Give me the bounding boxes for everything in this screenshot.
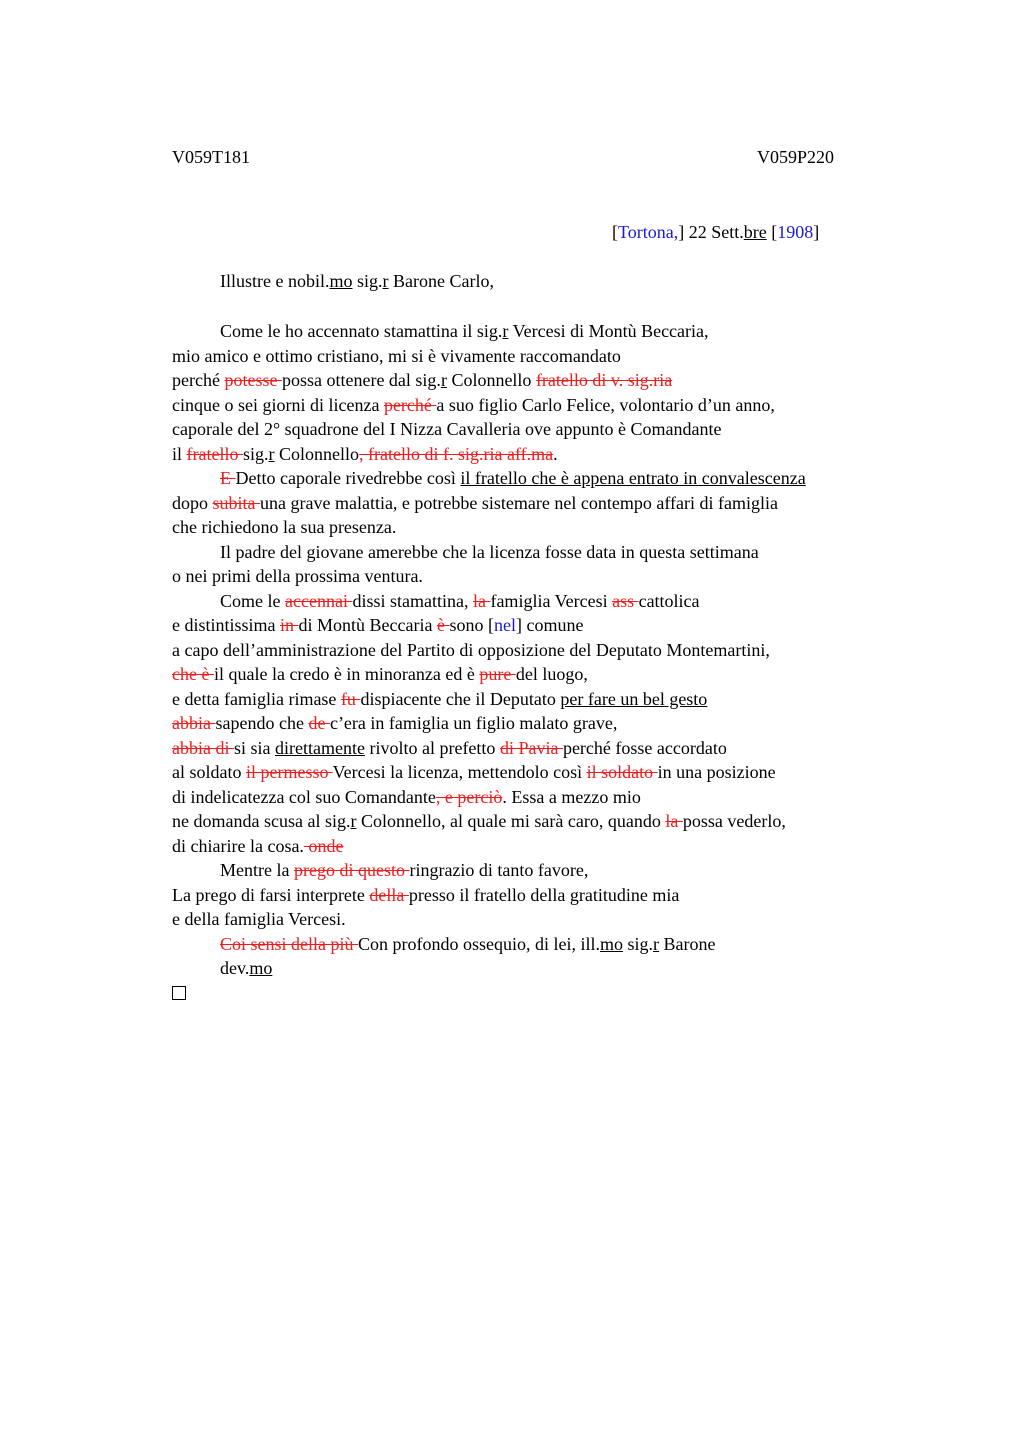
text-line [172, 515, 932, 540]
text: dev. [220, 958, 250, 978]
text-line [172, 417, 932, 442]
text: di indelicatezza col suo Comandante [172, 786, 436, 807]
text: al soldato [172, 762, 246, 782]
text: perché fosse accordato [562, 737, 727, 758]
deleted-text: fratello [186, 443, 243, 464]
deleted-text: della [369, 884, 409, 905]
text: di chiarire la cosa. [172, 835, 304, 856]
deleted-text: de [308, 713, 330, 733]
text: Come le ho accennato stamattina il sig. [220, 321, 503, 341]
superscript-abbrev: r [440, 370, 447, 390]
superscript-abbrev: mo [249, 958, 273, 978]
text: dispiacente che il Deputato [360, 688, 561, 709]
superscript-abbrev: r [350, 811, 357, 831]
text: sig. [623, 933, 654, 954]
text: si sia [233, 737, 275, 758]
underlined-text: per fare un bel gesto [560, 688, 708, 709]
text-line [172, 613, 932, 638]
text-line [172, 466, 932, 491]
bracket: [ [612, 222, 618, 242]
deleted-text: è [436, 615, 450, 635]
text: e della famiglia Vercesi. [172, 909, 346, 929]
superscript-abbrev: mo [329, 271, 353, 291]
text: Colonnello, al quale mi sarà caro, quando [356, 811, 666, 831]
underlined-text: direttamente [275, 737, 365, 758]
deleted-text: , e perciò [435, 786, 503, 807]
signature-box-icon [172, 986, 186, 1000]
deleted-text: in [280, 615, 299, 635]
text: Barone Carlo, [388, 271, 494, 291]
text: Colonnello [274, 443, 360, 464]
text: . Essa a mezzo mio [502, 786, 641, 807]
text: o nei primi della prossima ventura. [172, 566, 423, 586]
text-line [172, 491, 932, 516]
text-line [172, 687, 932, 712]
superscript-abbrev: r [382, 271, 389, 291]
text: Vercesi di Montù Beccaria, [508, 321, 709, 341]
text-line [172, 736, 932, 761]
text: a suo figlio Carlo Felice, volontario d’un anno, [436, 394, 775, 415]
deleted-text: di Pavia [499, 737, 563, 758]
deleted-text: il soldato [586, 762, 658, 782]
text-line [172, 638, 932, 663]
text: mio amico e ottimo cristiano, mi si è vivamente raccomandato [172, 345, 621, 366]
text: sono [ [449, 615, 494, 635]
text: Illustre e nobil. [220, 271, 330, 291]
deleted-text: ass [612, 590, 639, 611]
deleted-text: Coi sensi della più [220, 933, 358, 954]
superscript-abbrev: r [268, 443, 275, 464]
text-line [172, 540, 932, 565]
bracket: ] [813, 222, 820, 242]
deleted-text: E [220, 468, 236, 488]
text: famiglia Vercesi [490, 590, 613, 611]
deleted-text: perché [383, 394, 437, 415]
deleted-text: fratello di v. sig.ria [535, 370, 673, 390]
text-line [172, 956, 932, 981]
text: Con profondo ossequio, di lei, ill. [358, 933, 600, 954]
text: e distintissima [172, 615, 280, 635]
text: perché [172, 370, 225, 390]
deleted-text: onde [303, 835, 344, 856]
text: dopo [172, 492, 213, 513]
text: Detto caporale rivedrebbe così [235, 468, 461, 488]
document-code-left: V059T181 [172, 147, 250, 167]
superscript-abbrev: r [502, 321, 509, 341]
text: a capo dell’amministrazione del Partito di opposizione del Deputato Montemartini, [172, 639, 770, 660]
deleted-text: pure [479, 664, 516, 684]
text-line [172, 344, 932, 369]
deleted-text: abbia di [172, 737, 234, 758]
text-line [172, 589, 932, 614]
text: . [553, 443, 558, 464]
text: ] comune [515, 615, 584, 635]
text: Barone [659, 933, 716, 954]
date-text: ] 22 Sett. [678, 222, 744, 242]
text: che richiedono la sua presenza. [172, 517, 397, 537]
text: ringrazio di tanto favore, [409, 860, 589, 880]
text: in una posizione [657, 762, 776, 782]
text-line [172, 368, 932, 393]
text-line [172, 319, 932, 344]
text-line [172, 564, 932, 589]
text: Il padre del giovane amerebbe che la licenza fosse data in questa settimana [220, 541, 759, 562]
deleted-text: che è [172, 664, 214, 684]
deleted-text: la [665, 811, 683, 831]
deleted-text: accennai [285, 590, 353, 611]
text: sig. [243, 443, 269, 464]
text: di Montù Beccaria [298, 615, 437, 635]
text: e detta famiglia rimase [172, 688, 341, 709]
text: del luogo, [515, 664, 588, 684]
text: dissi stamattina, [352, 590, 473, 611]
editorial-place: Tortona, [618, 222, 679, 242]
deleted-text: , fratello di f. sig.ria aff.ma [359, 443, 554, 464]
deleted-text: prego di questo [293, 860, 410, 880]
text-line [172, 785, 932, 810]
deleted-text: subita [212, 492, 260, 513]
text: c’era in famiglia un figlio malato grave, [329, 713, 618, 733]
salutation [220, 271, 494, 292]
superscript-abbrev: mo [600, 933, 624, 954]
text: sapendo che [215, 713, 309, 733]
signature-placeholder [172, 981, 932, 1006]
text: rivolto al prefetto [364, 737, 500, 758]
text-line [172, 907, 932, 932]
text-line [172, 711, 932, 736]
deleted-text: potesse [224, 370, 282, 390]
superscript-abbrev: bre [743, 222, 767, 242]
text: Come le [220, 590, 285, 611]
text-line [172, 883, 932, 908]
text-line [172, 858, 932, 883]
document-code-right: V059P220 [757, 147, 835, 167]
text-line [172, 760, 932, 785]
text-line [172, 662, 932, 687]
letter-date [612, 222, 819, 243]
text: presso il fratello della gratitudine mia [408, 884, 680, 905]
text: il quale la credo è in minoranza ed è [213, 664, 480, 684]
text: sig. [352, 271, 383, 291]
text: possa ottenere dal sig. [281, 370, 441, 390]
text: il [172, 443, 187, 464]
text-line [172, 932, 932, 957]
deleted-text: la [472, 590, 491, 611]
editorial-insertion: nel [493, 615, 516, 635]
text: Colonnello [446, 370, 536, 390]
underlined-text: il fratello che è appena entrato in convalescenza [460, 468, 806, 488]
text: ne domanda scusa al sig. [172, 811, 351, 831]
bracket: [ [766, 222, 778, 242]
deleted-text: fu [340, 688, 361, 709]
deleted-text: abbia [172, 713, 216, 733]
text: Vercesi la licenza, mettendolo così [332, 762, 587, 782]
text: cattolica [638, 590, 700, 611]
text: cinque o sei giorni di licenza [172, 394, 384, 415]
text: possa vederlo, [682, 811, 786, 831]
text-line [172, 442, 932, 467]
text: una grave malattia, e potrebbe sistemare nel contempo affari di famiglia [260, 492, 778, 513]
text: Mentre la [220, 860, 294, 880]
letter-body [172, 319, 932, 1005]
superscript-abbrev: r [653, 933, 660, 954]
editorial-year: 1908 [777, 222, 814, 242]
text: La prego di farsi interprete [172, 884, 370, 905]
text-line [172, 834, 932, 859]
text-line [172, 809, 932, 834]
deleted-text: il permesso [246, 762, 333, 782]
text: caporale del 2° squadrone del I Nizza Cavalleria ove appunto è Comandante [172, 419, 722, 439]
text-line [172, 393, 932, 418]
